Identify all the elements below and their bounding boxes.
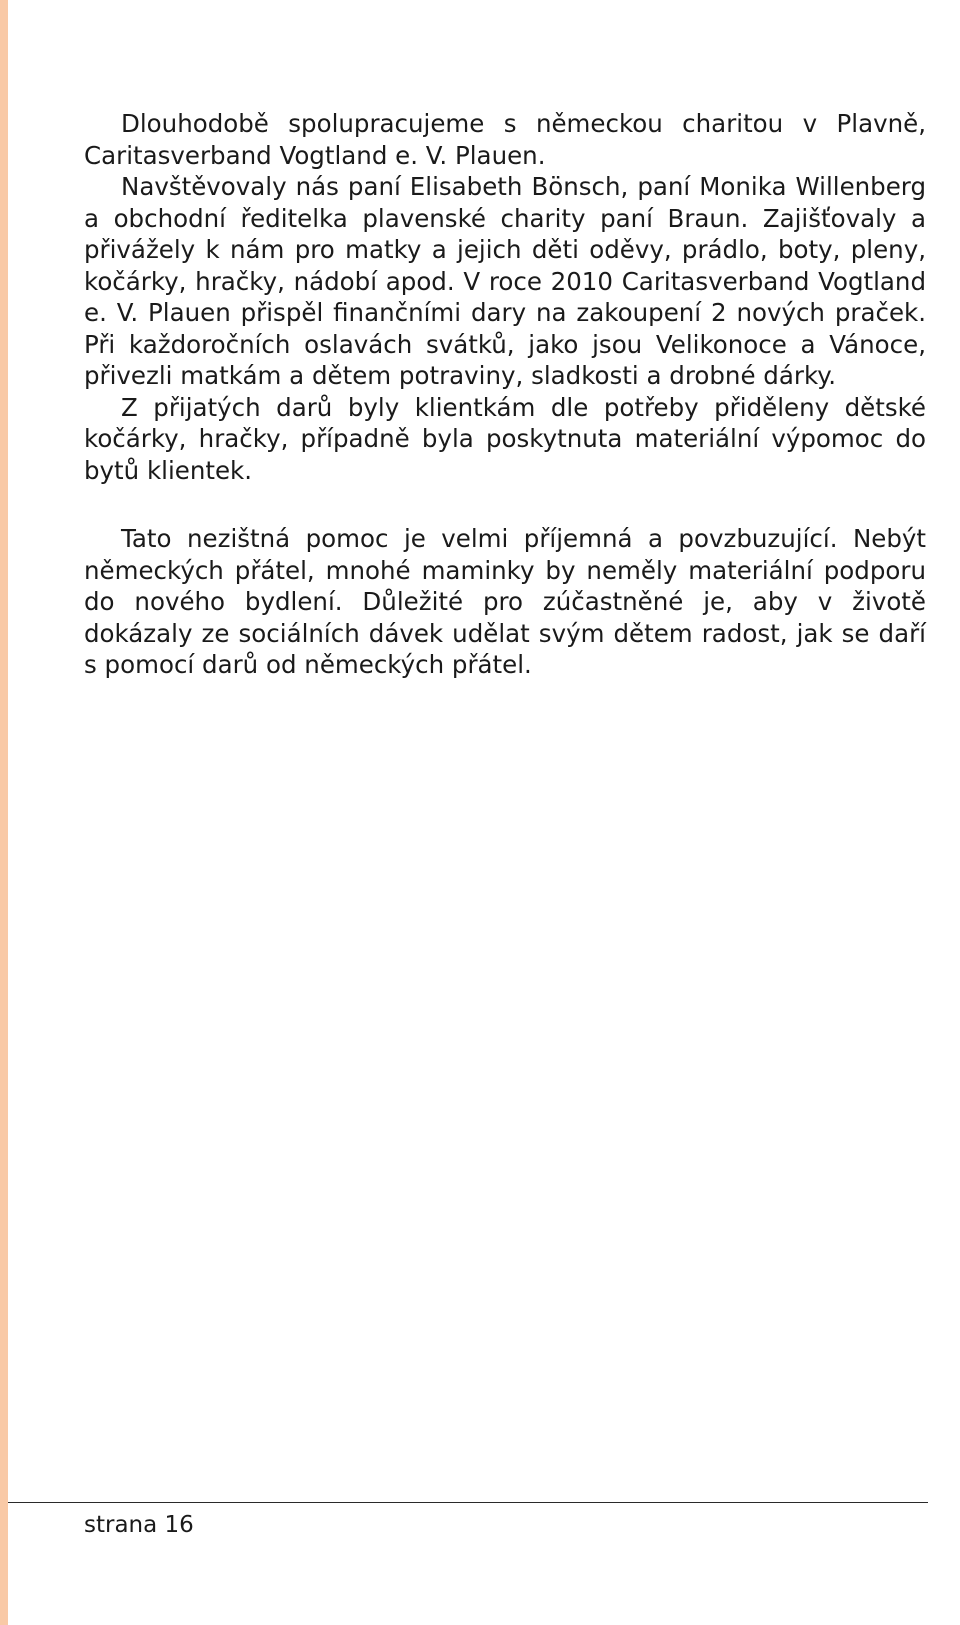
document-body — [84, 108, 926, 681]
paragraph-cooperation: Dlouhodobě spolupracujeme s německou charitou v Plavně, Caritasverband Vogtland e. V. Plauen. — [84, 109, 926, 170]
footer-divider — [8, 1502, 928, 1503]
page-number: strana 16 — [84, 1512, 194, 1538]
paragraph-gratitude: Tato nezištná pomoc je velmi příjemná a povzbuzující. Nebýt německých přátel, mnohé maminky by neměly materiální podporu do nového bydlení. Důležité pro zúčastněné je, aby v životě dokázaly ze sociálních dávek udělat svým dětem radost, jak se daří s pomocí darů od německých přátel. — [84, 524, 926, 679]
paragraph-donations: Z přijatých darů byly klientkám dle potřeby přiděleny dětské kočárky, hračky, případně byla poskytnuta materiální výpomoc do bytů klientek. — [84, 392, 926, 485]
page-edge-accent-bar — [0, 0, 8, 1625]
paragraph-visits: Navštěvovaly nás paní Elisabeth Bönsch, paní Monika Willenberg a obchodní ředitelka plavenské charity paní Braun. Zajišťovaly a přivážely k nám pro matky a jejich děti oděvy, prádlo, boty, pleny, kočárky, hračky, nádobí apod. V roce 2010 Caritasverband Vogtland e. V. Plauen přispěl finančními dary na zakoupení 2 nových praček. Při každoročních oslavách svátků, jako jsou Velikonoce a Vánoce, přivezli matkám a dětem potraviny, sladkosti a drobné dárky. — [84, 172, 926, 390]
paragraph-spacer — [84, 486, 926, 523]
